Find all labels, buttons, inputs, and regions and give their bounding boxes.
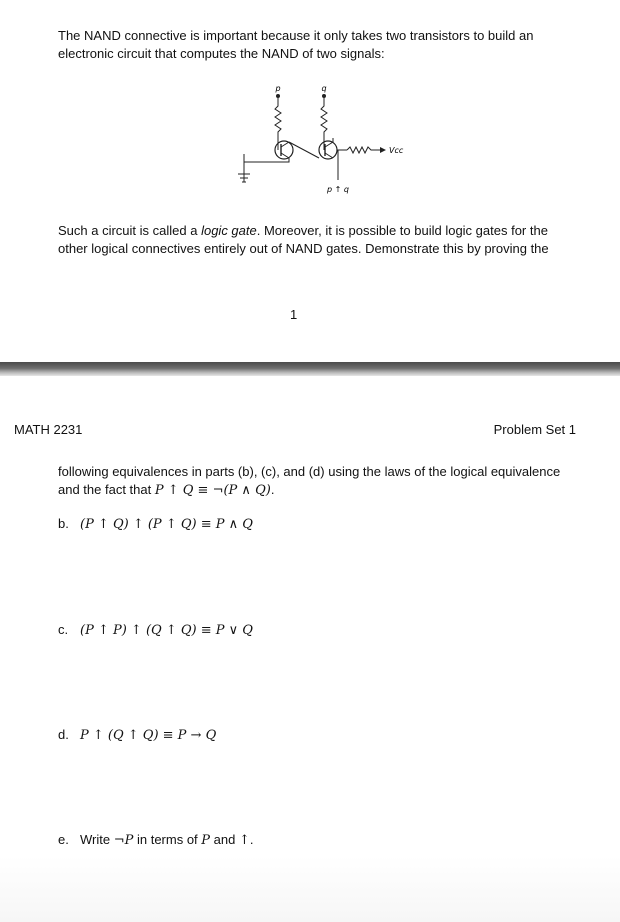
intro-line-1: The NAND connective is important because it only takes two transistors to build an	[58, 28, 534, 43]
item-label: b.	[58, 516, 69, 531]
header-title: Problem Set 1	[493, 422, 576, 437]
resistor-p	[275, 98, 281, 140]
item-equivalence: (P ↑ P) ↑ (Q ↑ Q) ≡ P ∨ Q	[80, 623, 253, 638]
page-2	[0, 376, 620, 922]
circuit-label-q: q	[321, 84, 327, 93]
item-equivalence: P ↑ (Q ↑ Q) ≡ P → Q	[80, 728, 217, 743]
ground-symbol	[238, 162, 250, 182]
item-equivalence: (P ↑ Q) ↑ (P ↑ Q) ≡ P ∧ Q	[80, 517, 253, 532]
circuit-label-output: p ↑ q	[327, 185, 349, 194]
item-e-text-3: and	[210, 832, 239, 847]
intro-line-2: electronic circuit that computes the NAND of two signals:	[58, 46, 385, 61]
problem-item-e	[58, 831, 253, 850]
item-e-text-2: in terms of	[133, 832, 202, 847]
item-e-math-1: ¬P	[113, 833, 134, 848]
continuation-line-2	[58, 481, 588, 500]
item-e-math-2: P	[201, 833, 211, 848]
circuit-label-p: p	[275, 84, 281, 93]
header-course: MATH 2231	[14, 422, 83, 437]
item-label: c.	[58, 622, 69, 637]
logic-gate-paragraph	[58, 222, 588, 258]
problem-item-d	[58, 726, 216, 745]
item-e-text-4: .	[249, 832, 254, 847]
nand-definition: P ↑ Q ≡ ¬(P ∧ Q)	[154, 483, 271, 498]
transistor-2	[319, 140, 337, 159]
nand-circuit-diagram	[232, 82, 412, 197]
para2-line-1-post: . Moreover, it is possible to build logic gates for the	[256, 223, 548, 238]
item-label: d.	[58, 727, 69, 742]
item-e-text-1: Write	[80, 832, 114, 847]
input-terminal-p	[276, 94, 280, 98]
logic-gate-term: logic gate	[201, 223, 257, 238]
arrow-vcc-icon	[380, 147, 386, 153]
page-1	[0, 0, 620, 362]
resistor-q	[321, 98, 327, 140]
continuation-line-2-post: .	[270, 482, 275, 497]
wire-ground	[244, 154, 289, 162]
input-terminal-q	[322, 94, 326, 98]
problem-item-c	[58, 621, 253, 640]
continuation-paragraph	[58, 463, 588, 500]
page-number: 1	[290, 307, 298, 322]
continuation-line-2-pre: and the fact that	[58, 482, 155, 497]
circuit-label-vcc: Vcc	[389, 146, 404, 155]
para2-line-1-pre: Such a circuit is called a	[58, 223, 202, 238]
item-label: e.	[58, 832, 69, 847]
problem-item-b	[58, 515, 253, 534]
resistor-vcc	[347, 147, 380, 153]
intro-paragraph	[58, 27, 588, 63]
continuation-line-1: following equivalences in parts (b), (c), and (d) using the laws of the logical equivalence	[58, 464, 561, 479]
para2-line-2: other logical connectives entirely out of NAND gates. Demonstrate this by proving the	[58, 241, 549, 256]
item-e-math-3: ↑	[238, 833, 250, 848]
para2-line-1	[58, 222, 588, 240]
page-divider	[0, 362, 620, 376]
